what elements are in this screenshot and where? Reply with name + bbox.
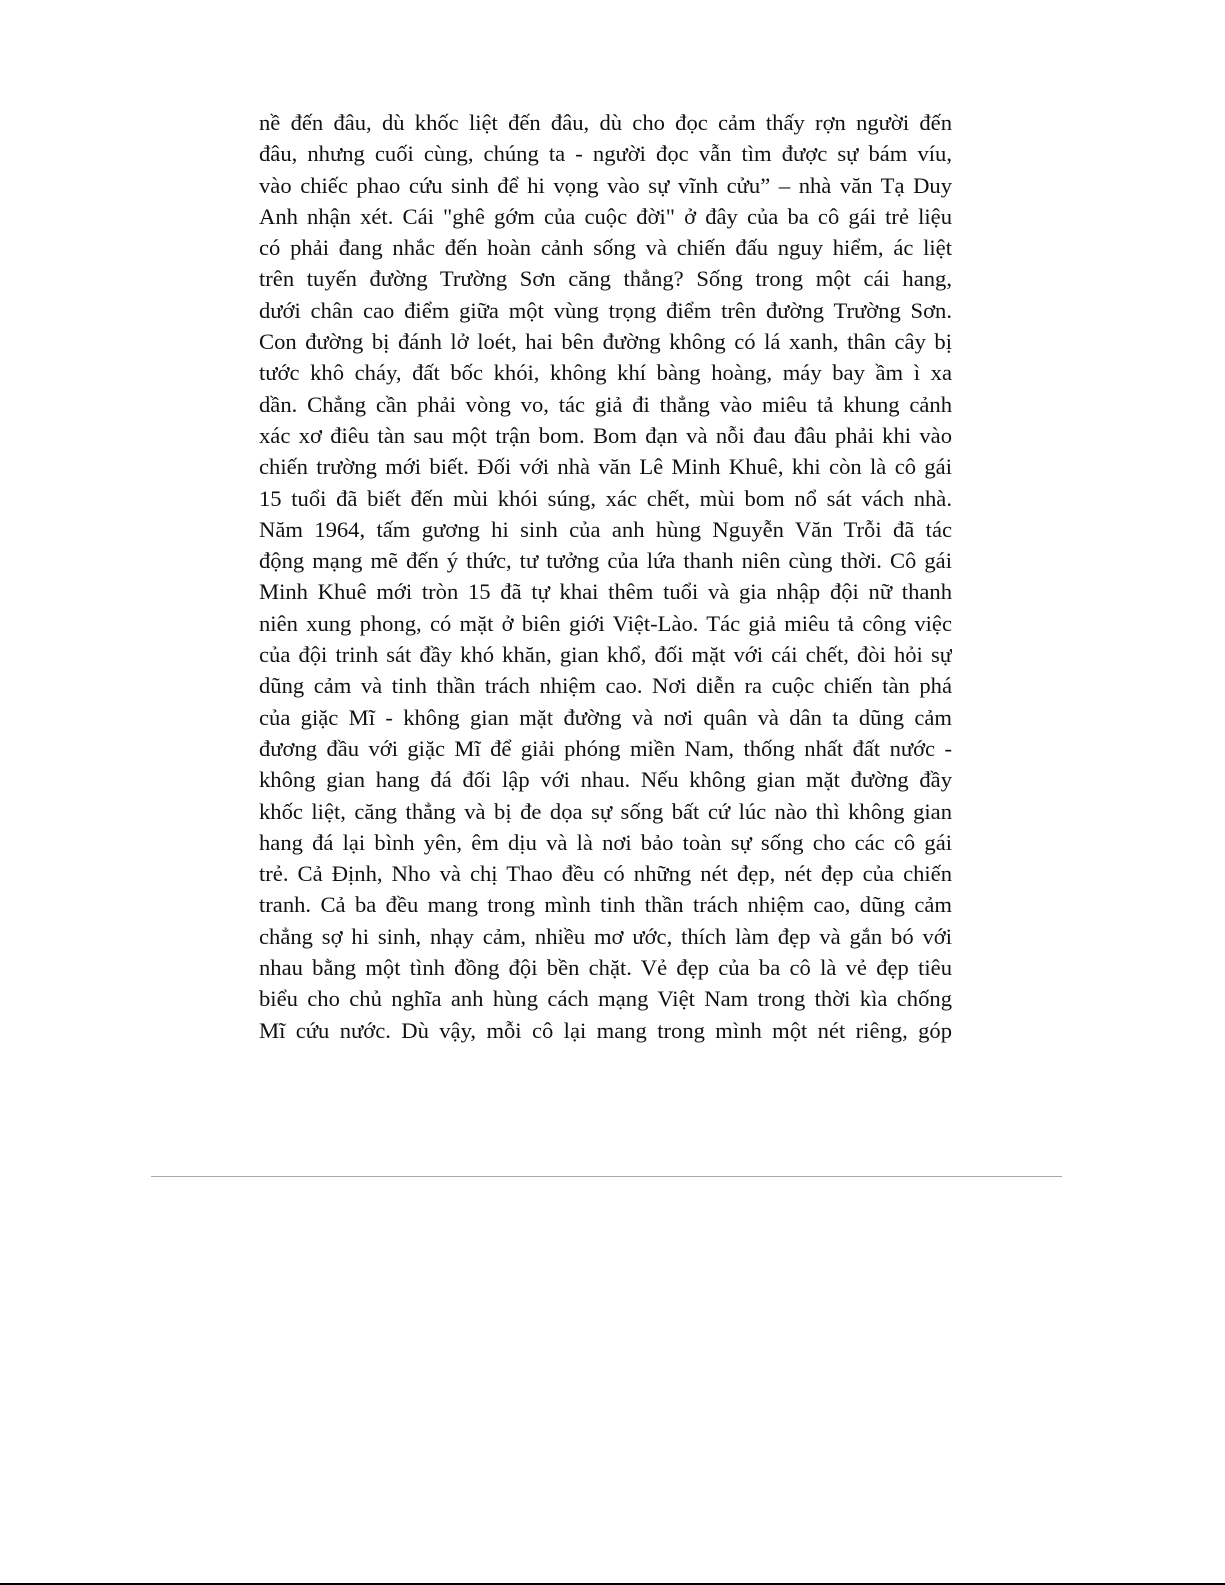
text-line: Con đường bị đánh lở loét, hai bên đường không có lá xanh, thân cây bị <box>259 329 952 355</box>
text-line: Minh Khuê mới tròn 15 đã tự khai thêm tuổi và gia nhập đội nữ thanh <box>259 579 952 605</box>
text-line: không gian hang đá đối lập với nhau. Nếu không gian mặt đường đầy <box>259 767 952 793</box>
text-line: động mạng mẽ đến ý thức, tư tưởng của lứa thanh niên cùng thời. Cô gái <box>259 548 952 574</box>
text-line: nhau bằng một tình đồng đội bền chặt. Vẻ đẹp của ba cô là vẻ đẹp tiêu <box>259 955 952 981</box>
text-line: của giặc Mĩ - không gian mặt đường và nơi quân và dân ta dũng cảm <box>259 704 952 730</box>
text-line: Anh nhận xét. Cái "ghê gớm của cuộc đời" ở đây của ba cô gái trẻ liệu <box>259 203 952 229</box>
text-line: của đội trinh sát đầy khó khăn, gian khổ, đối mặt với cái chết, đòi hỏi sự <box>259 642 952 668</box>
text-line: trên tuyến đường Trường Sơn căng thẳng? Sống trong một cái hang, <box>259 266 952 292</box>
text-line: đương đầu với giặc Mĩ để giải phóng miền Nam, thống nhất đất nước - <box>259 735 952 761</box>
text-line: dần. Chẳng cần phải vòng vo, tác giả đi thẳng vào miêu tả khung cảnh <box>259 391 952 417</box>
text-line: Năm 1964, tấm gương hi sinh của anh hùng Nguyễn Văn Trỗi đã tác <box>259 516 952 542</box>
text-line: trẻ. Cả Định, Nho và chị Thao đều có những nét đẹp, nét đẹp của chiến <box>259 861 952 887</box>
text-line: niên xung phong, có mặt ở biên giới Việt-Lào. Tác giả miêu tả công việc <box>259 610 952 636</box>
text-line: nề đến đâu, dù khốc liệt đến đâu, dù cho đọc cảm thấy rợn người đến <box>259 110 952 135</box>
text-line: xác xơ điêu tàn sau một trận bom. Bom đạn và nỗi đau đâu phải khi vào <box>259 422 952 448</box>
text-line: tước khô cháy, đất bốc khói, không khí bàng hoàng, máy bay ầm ì xa <box>259 360 952 386</box>
text-line: vào chiếc phao cứu sinh để hi vọng vào sự vĩnh cửu” – nhà văn Tạ Duy <box>259 172 952 198</box>
text-line: tranh. Cả ba đều mang trong mình tinh thần trách nhiệm cao, dũng cảm <box>259 892 952 918</box>
text-line: 15 tuổi đã biết đến mùi khói súng, xác chết, mùi bom nổ sát vách nhà. <box>259 485 952 511</box>
text-line: chiến trường mới biết. Đối với nhà văn Lê Minh Khuê, khi còn là cô gái <box>259 454 952 480</box>
text-line: có phải đang nhắc đến hoàn cảnh sống và chiến đấu nguy hiểm, ác liệt <box>259 235 952 261</box>
text-line: dưới chân cao điểm giữa một vùng trọng điểm trên đường Trường Sơn. <box>259 297 952 323</box>
text-line: đâu, nhưng cuối cùng, chúng ta - người đọc vẫn tìm được sự bám víu, <box>259 141 952 167</box>
text-line: Mĩ cứu nước. Dù vậy, mỗi cô lại mang trong mình một nét riêng, góp <box>259 1017 952 1043</box>
text-line: hang đá lại bình yên, êm dịu và là nơi bảo toàn sự sống cho các cô gái <box>259 829 952 855</box>
text-line: chẳng sợ hi sinh, nhạy cảm, nhiều mơ ước, thích làm đẹp và gắn bó với <box>259 923 952 949</box>
text-line: biểu cho chủ nghĩa anh hùng cách mạng Việt Nam trong thời kìa chống <box>259 986 952 1012</box>
footer-divider <box>151 1176 1062 1177</box>
text-line: khốc liệt, căng thẳng và bị đe dọa sự sống bất cứ lúc nào thì không gian <box>259 798 952 824</box>
text-line: dũng cảm và tinh thần trách nhiệm cao. Nơi diễn ra cuộc chiến tàn phá <box>259 673 952 699</box>
body-text <box>259 107 952 1046</box>
